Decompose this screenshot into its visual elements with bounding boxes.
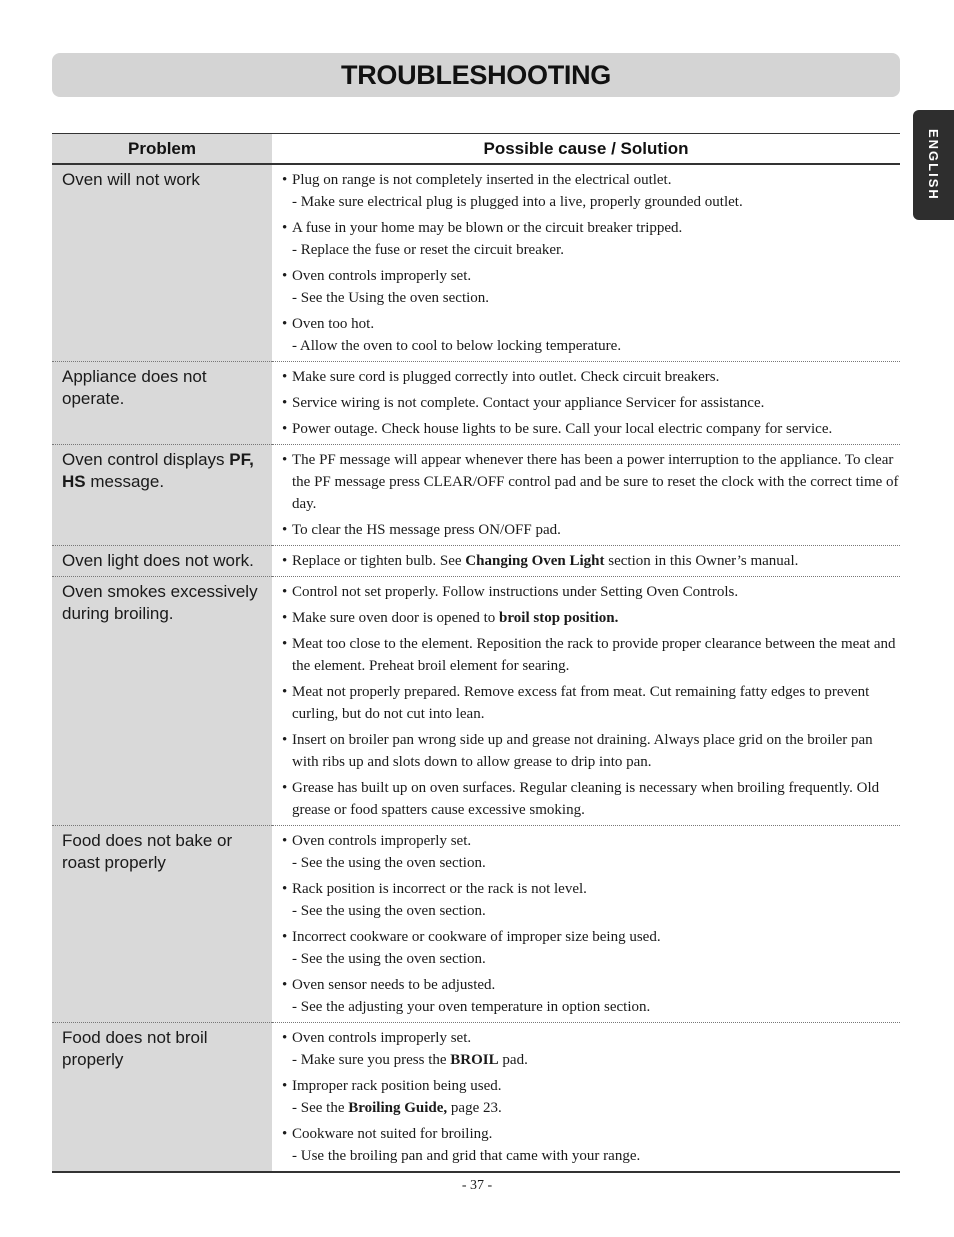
list-item: • Plug on range is not completely inserted in the electrical outlet. - Make sure electrical plug is plugged into a live, properly grounded outlet.	[282, 172, 743, 210]
problem-cell: Oven light does not work.	[52, 545, 272, 576]
table-row	[52, 1022, 900, 1171]
list-item: • Oven controls improperly set. - Make sure you press the BROIL pad.	[282, 1030, 528, 1068]
list-item: • Oven too hot. - Allow the oven to cool to below locking temperature.	[282, 316, 622, 354]
problem-cell: Oven will not work	[52, 165, 272, 361]
list-item: • Rack position is incorrect or the rack is not level. - See the using the oven section.	[282, 881, 587, 919]
table-row	[52, 165, 900, 361]
list-item: • Improper rack position being used. - See the Broiling Guide, page 23.	[282, 1078, 502, 1116]
list-item: • Incorrect cookware or cookware of improper size being used. - See the using the oven section.	[282, 929, 661, 967]
language-tab	[913, 110, 954, 220]
problem-cell: Food does not broil properly	[52, 1022, 272, 1171]
cause-cell	[272, 165, 900, 361]
list-item: • Meat too close to the element. Reposition the rack to provide proper clearance between the meat and the element. Preheat broil element for searing.	[282, 636, 896, 674]
list-item: • Control not set properly. Follow instructions under Setting Oven Controls.	[282, 584, 739, 600]
cause-cell	[272, 361, 900, 444]
cause-cell	[272, 545, 900, 576]
list-item: • Make sure cord is plugged correctly into outlet. Check circuit breakers.	[282, 369, 720, 385]
list-item: • Insert on broiler pan wrong side up and grease not draining. Always place grid on the broiler pan with ribs up and slots down to allow grease to drip into pan.	[282, 732, 873, 770]
list-item: • A fuse in your home may be blown or the circuit breaker tripped. - Replace the fuse or reset the circuit breaker.	[282, 220, 683, 258]
table-row	[52, 444, 900, 545]
list-item: • Oven sensor needs to be adjusted. - See the adjusting your oven temperature in option section.	[282, 977, 651, 1015]
cause-cell	[272, 576, 900, 825]
problem-cell: Appliance does not operate.	[52, 361, 272, 444]
list-item: • Grease has built up on oven surfaces. Regular cleaning is necessary when broiling frequently. Old grease or food spatters cause excessive smoking.	[282, 780, 880, 818]
list-item: • Cookware not suited for broiling. - Use the broiling pan and grid that came with your range.	[282, 1126, 641, 1164]
list-item: • Oven controls improperly set. - See the Using the oven section.	[282, 268, 490, 306]
problem-cell: Oven control displays PF, HS message.	[52, 444, 272, 545]
page-number: - 37 -	[461, 1178, 493, 1193]
cause-cell	[272, 444, 900, 545]
list-item: • To clear the HS message press ON/OFF pad.	[282, 522, 561, 538]
problem-cell: Oven smokes excessively during broiling.	[52, 576, 272, 825]
page-title: TROUBLESHOOTING	[341, 59, 611, 90]
list-item: • Make sure oven door is opened to broil stop position.	[282, 610, 619, 626]
title-bar	[52, 53, 900, 97]
list-item: • Meat not properly prepared. Remove excess fat from meat. Cut remaining fatty edges to prevent curling, but do not cut into lean.	[282, 684, 870, 722]
table-row	[52, 361, 900, 444]
header-problem: Problem	[52, 134, 272, 163]
cause-cell	[272, 825, 900, 1022]
language-tab-label: ENGLISH	[926, 129, 941, 201]
cause-cell	[272, 1022, 900, 1171]
list-item: • Replace or tighten bulb. See Changing Oven Light section in this Owner’s manual.	[282, 553, 799, 569]
table-row	[52, 576, 900, 825]
table-header	[52, 134, 900, 165]
list-item: • Power outage. Check house lights to be sure. Call your local electric company for service.	[282, 421, 833, 437]
troubleshooting-table	[52, 133, 900, 1173]
problem-cell: Food does not bake or roast properly	[52, 825, 272, 1022]
table-row	[52, 825, 900, 1022]
table-row	[52, 545, 900, 576]
header-cause: Possible cause / Solution	[483, 138, 689, 158]
list-item: • Service wiring is not complete. Contact your appliance Servicer for assistance.	[282, 395, 765, 411]
list-item: • The PF message will appear whenever there has been a power interruption to the appliance. To clear the PF message press CLEAR/OFF control pad and be sure to reset the clock with the correct time of day.	[282, 452, 899, 512]
list-item: • Oven controls improperly set. - See the using the oven section.	[282, 833, 486, 871]
